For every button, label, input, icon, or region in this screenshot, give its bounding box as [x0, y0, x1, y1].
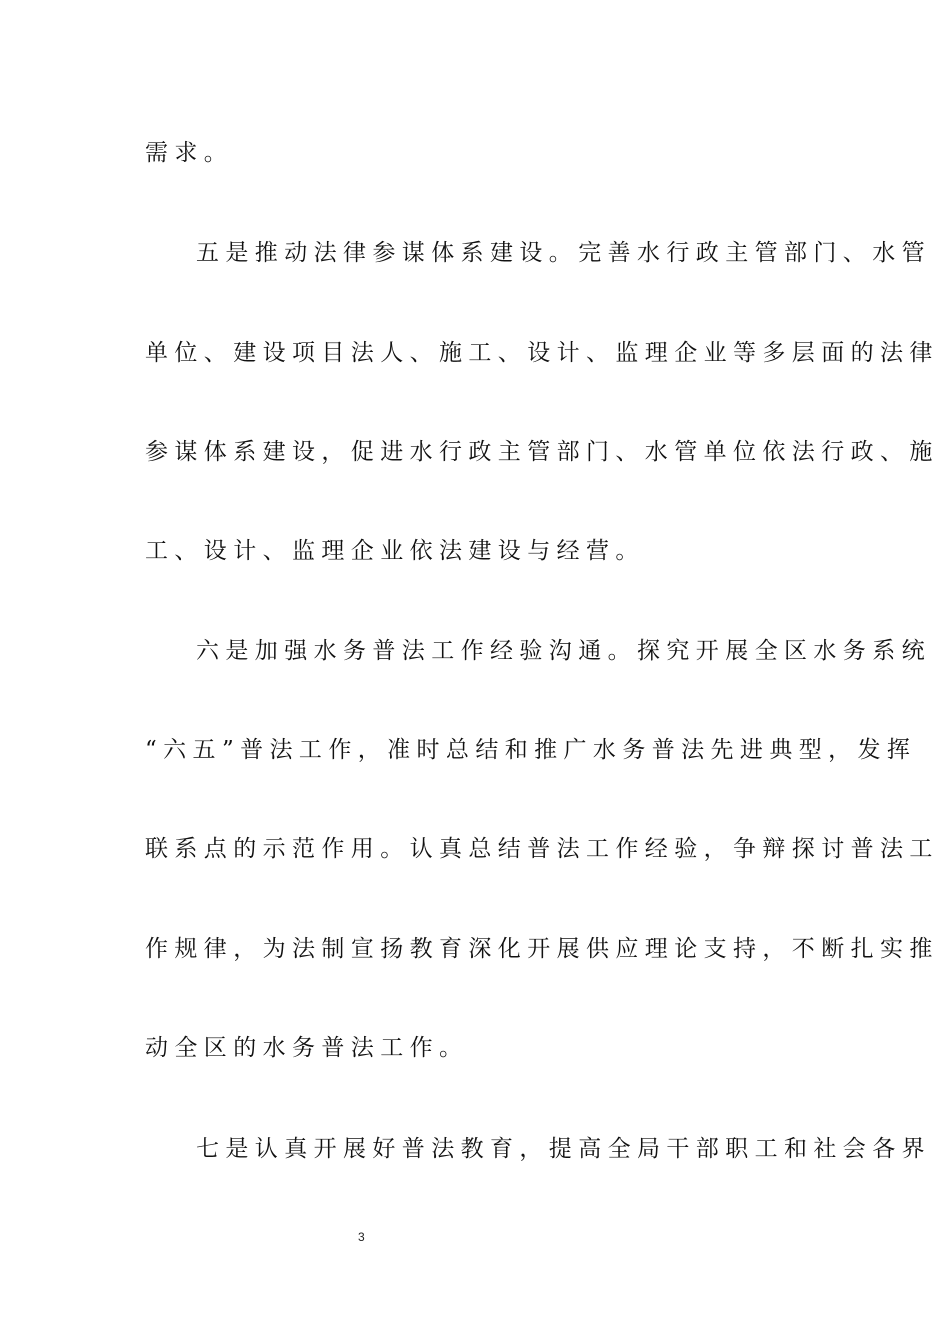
paragraph-line-2: 五是推动法律参谋体系建设。完善水行政主管部门、水管: [196, 240, 931, 266]
paragraph-line-6: 六是加强水务普法工作经验沟通。探究开展全区水务系统: [196, 638, 931, 664]
paragraph-line-11: 七是认真开展好普法教育，提高全局干部职工和社会各界: [196, 1136, 931, 1162]
paragraph-line-4: 参谋体系建设，促进水行政主管部门、水管单位依法行政、施: [145, 439, 939, 465]
paragraph-line-5: 工、设计、监理企业依法建设与经营。: [145, 538, 645, 564]
paragraph-line-3: 单位、建设项目法人、施工、设计、监理企业等多层面的法律: [145, 340, 939, 366]
paragraph-line-1: 需求。: [145, 140, 234, 166]
page-number: 3: [358, 1230, 365, 1244]
paragraph-line-9: 作规律，为法制宣扬教育深化开展供应理论支持，不断扎实推: [145, 936, 939, 962]
paragraph-line-10: 动全区的水务普法工作。: [145, 1035, 469, 1061]
paragraph-line-7: “六五”普法工作，准时总结和推广水务普法先进典型，发挥: [145, 737, 917, 763]
paragraph-line-8: 联系点的示范作用。认真总结普法工作经验，争辩探讨普法工: [145, 836, 939, 862]
